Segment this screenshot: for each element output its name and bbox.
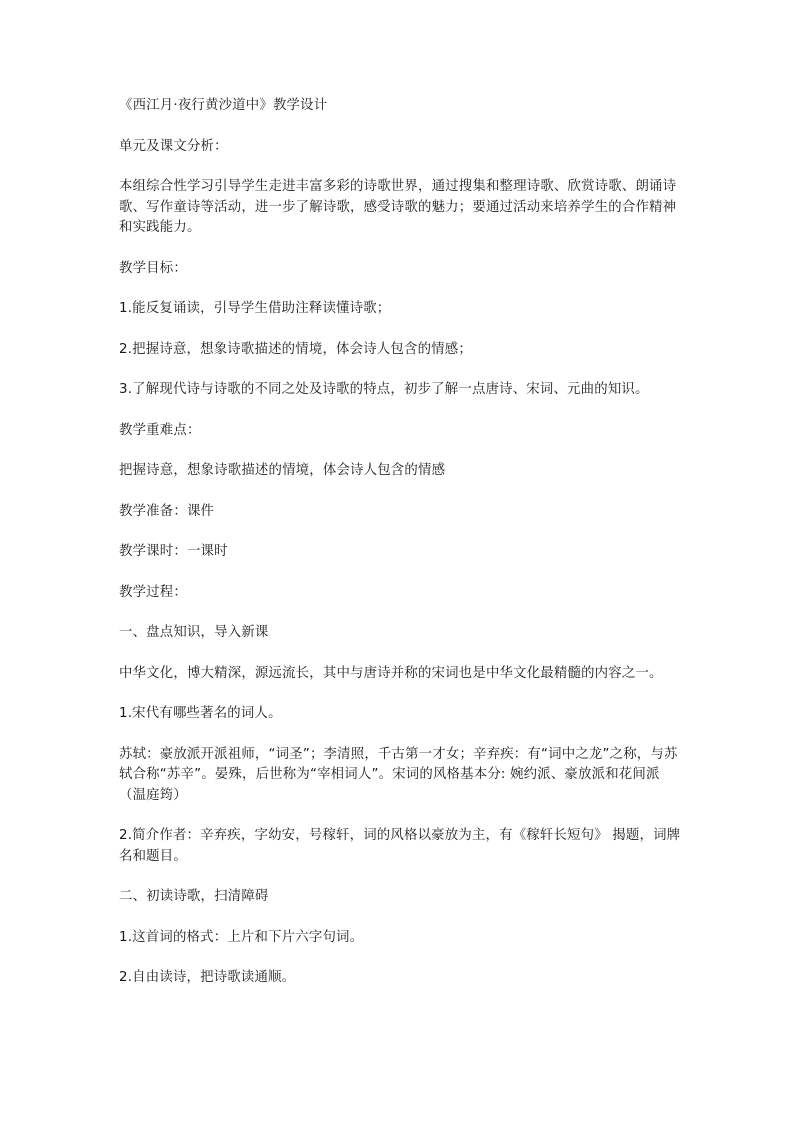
section-2-item-2: 2.自由读诗，把诗歌读通顺。: [119, 970, 296, 985]
duration: 教学课时：一课时: [119, 544, 228, 559]
section-1-heading: 一、盘点知识，导入新课: [119, 625, 269, 640]
document-page: [119, 96, 685, 989]
section-1-item-1: 1.宋代有哪些著名的词人。: [119, 706, 282, 721]
goal-3: 3.了解现代诗与诗歌的不同之处及诗歌的特点，初步了解一点唐诗、宋词、元曲的知识。: [119, 382, 649, 397]
section-2-heading: 二、初读诗歌，扫清障碍: [119, 889, 269, 904]
section-2-item-1: 1.这首词的格式：上片和下片六字句词。: [119, 929, 364, 945]
goal-1: 1.能反复诵读，引导学生借助注释读懂诗歌；: [119, 301, 391, 316]
goal-2: 2.把握诗意，想象诗歌描述的情境，体会诗人包含的情感；: [119, 341, 472, 357]
section-1-poets: 苏轼：豪放派开派祖师，“词圣”；李清照，千古第一才女；辛弃疾：有“词中之龙”之称，与苏轼合称“苏辛”。晏殊，后世称为“宰相词人”。宋词的风格基本分: 婉约派、豪放派和花间派（温庭筠）: [119, 746, 678, 803]
unit-analysis-text: 本组综合性学习引导学生走进丰富多彩的诗歌世界，通过搜集和整理诗歌、欣赏诗歌、朗诵诗歌、写作童诗等活动，进一步了解诗歌，感受诗歌的魅力；要通过活动来培养学生的合作精神和实践能力。: [119, 179, 677, 235]
unit-analysis-heading: 单元及课文分析：: [119, 138, 228, 154]
goals-heading: 教学目标：: [119, 260, 187, 276]
key-points-heading: 教学重难点：: [119, 422, 201, 438]
section-1-intro: 中华文化，博大精深，源远流长，其中与唐诗并称的宋词也是中华文化最精髓的内容之一。: [119, 665, 663, 681]
preparation: 教学准备：课件: [119, 503, 215, 519]
section-1-item-2: 2.简介作者：辛弃疾，字幼安，号稼轩，词的风格以豪放为主，有《稼轩长短句》 揭题，词牌名和题目。: [119, 828, 681, 864]
key-points-text: 把握诗意，想象诗歌描述的情境，体会诗人包含的情感: [119, 463, 446, 478]
document-title: 《西江月·夜行黄沙道中》教学设计: [119, 98, 328, 113]
process-heading: 教学过程：: [119, 584, 187, 600]
